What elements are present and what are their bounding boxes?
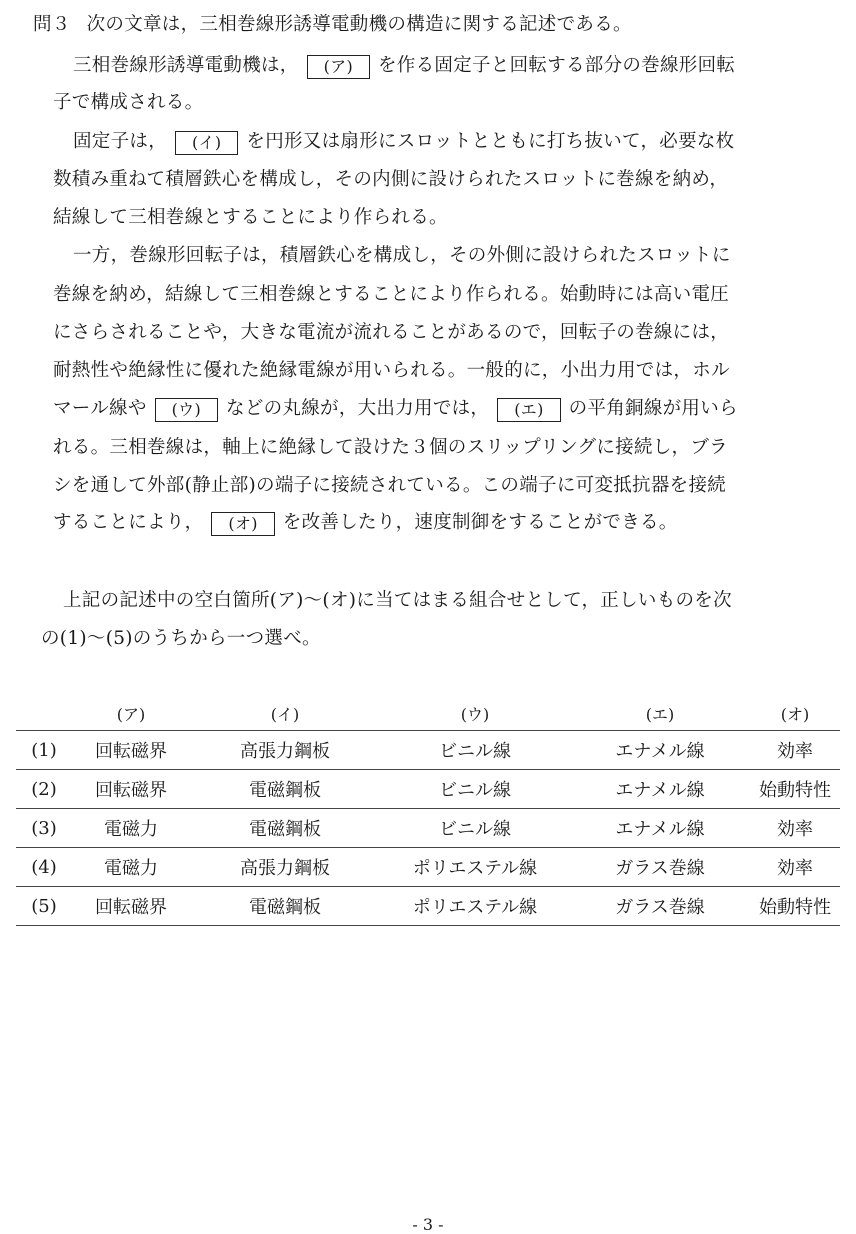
header-cell xyxy=(16,697,72,731)
passage-text: 三相巻線形誘導電動機は， xyxy=(73,55,299,76)
table-cell: 電磁鋼板 xyxy=(249,897,321,918)
blank-e: (エ) xyxy=(497,398,560,422)
passage-line-12: シを通して外部(静止部)の端子に接続されている。この端子に可変抵抗器を接続 xyxy=(53,475,727,496)
passage-text: の平角銅線が用いら xyxy=(568,398,738,419)
table-cell: 効率 xyxy=(777,858,813,879)
passage-line-8: にさらされることや，大きな電流が流れることがあるので，回転子の巻線には， xyxy=(53,322,730,343)
blank-a: (ア) xyxy=(307,55,370,79)
table-cell: ポリエステル線 xyxy=(412,897,538,918)
blank-u: (ウ) xyxy=(155,398,218,422)
passage-text: を作る固定子と回転する部分の巻線形回転 xyxy=(378,55,736,76)
passage-text: などの丸線が，大出力用では， xyxy=(226,398,490,419)
passage-line-10 xyxy=(53,398,738,422)
option-number: (3) xyxy=(31,817,57,839)
table-cell: ガラス巻線 xyxy=(615,858,705,879)
passage-text: マール線や xyxy=(53,398,147,419)
table-cell: ビニル線 xyxy=(439,819,511,840)
table-cell: 高張力鋼板 xyxy=(240,741,330,762)
table-cell: エナメル線 xyxy=(615,819,705,840)
header-cell: (ウ) xyxy=(460,705,490,724)
passage-line-6: 一方，巻線形回転子は，積層鉄心を構成し，その外側に設けられたスロットに xyxy=(73,245,731,266)
passage-line-9: 耐熱性や絶縁性に優れた絶縁電線が用いられる。一般的に，小出力用では，ホル xyxy=(53,360,730,381)
table-cell: 電磁鋼板 xyxy=(249,780,321,801)
header-cell: (ア) xyxy=(116,705,146,724)
question-number: 問３ xyxy=(33,14,71,35)
table-cell: 回転磁界 xyxy=(95,897,167,918)
blank-i: (イ) xyxy=(175,131,238,155)
blank-o: (オ) xyxy=(211,512,274,536)
table-cell: 電磁力 xyxy=(104,858,158,879)
answer-row-1 xyxy=(16,731,840,770)
answer-table xyxy=(16,697,840,926)
instruction-line-1: 上記の記述中の空白箇所(ア)～(オ)に当てはまる組合せとして，正しいものを次 xyxy=(63,590,732,611)
passage-text: することにより， xyxy=(53,512,204,533)
answer-row-2 xyxy=(16,770,840,809)
table-cell: 回転磁界 xyxy=(95,780,167,801)
question-intro: 次の文章は，三相巻線形誘導電動機の構造に関する記述である。 xyxy=(86,14,632,35)
header-cell: (エ) xyxy=(645,705,675,724)
table-cell: ビニル線 xyxy=(439,741,511,762)
table-cell: 電磁鋼板 xyxy=(249,819,321,840)
table-cell: 電磁力 xyxy=(104,819,158,840)
table-cell: エナメル線 xyxy=(615,780,705,801)
answer-row-5 xyxy=(16,887,840,926)
table-cell: ポリエステル線 xyxy=(412,858,538,879)
passage-line-4: 数積み重ねて積層鉄心を構成し，その内側に設けられたスロットに巻線を納め， xyxy=(53,169,729,190)
table-cell: ビニル線 xyxy=(439,780,511,801)
header-cell: (イ) xyxy=(270,705,300,724)
passage-text: 固定子は， xyxy=(73,131,168,152)
option-number: (4) xyxy=(31,856,57,878)
page-number: - 3 - xyxy=(412,1215,444,1234)
passage-line-2: 子で構成される。 xyxy=(53,92,204,113)
instruction-line-2: の(1)～(5)のうちから一つ選べ。 xyxy=(41,628,321,649)
option-number: (1) xyxy=(31,739,57,761)
answer-row-3 xyxy=(16,809,840,848)
question-title xyxy=(33,14,632,36)
answer-table-header xyxy=(16,697,840,731)
table-cell: ガラス巻線 xyxy=(615,897,705,918)
passage-line-7: 巻線を納め，結線して三相巻線とすることにより作られる。始動時には高い電圧 xyxy=(53,284,730,305)
passage-text: を円形又は扇形にスロットとともに打ち抜いて，必要な枚 xyxy=(246,131,735,152)
table-cell: 効率 xyxy=(777,741,813,762)
passage-line-11: れる。三相巻線は，軸上に絶縁して設けた３個のスリップリングに接続し，ブラ xyxy=(53,437,728,458)
passage-line-13 xyxy=(53,512,678,536)
table-cell: 効率 xyxy=(777,819,813,840)
table-cell: 高張力鋼板 xyxy=(240,858,330,879)
passage-line-5: 結線して三相巻線とすることにより作られる。 xyxy=(53,207,448,228)
table-cell: エナメル線 xyxy=(615,741,705,762)
passage-text: を改善したり，速度制御をすることができる。 xyxy=(282,512,678,533)
answer-row-4 xyxy=(16,848,840,887)
passage-line-1 xyxy=(73,55,735,79)
table-cell: 回転磁界 xyxy=(95,741,167,762)
header-cell: (オ) xyxy=(780,705,810,724)
option-number: (2) xyxy=(31,778,57,800)
passage-line-3 xyxy=(73,131,734,155)
table-cell: 始動特性 xyxy=(759,897,831,918)
table-cell: 始動特性 xyxy=(759,780,831,801)
option-number: (5) xyxy=(31,895,57,917)
